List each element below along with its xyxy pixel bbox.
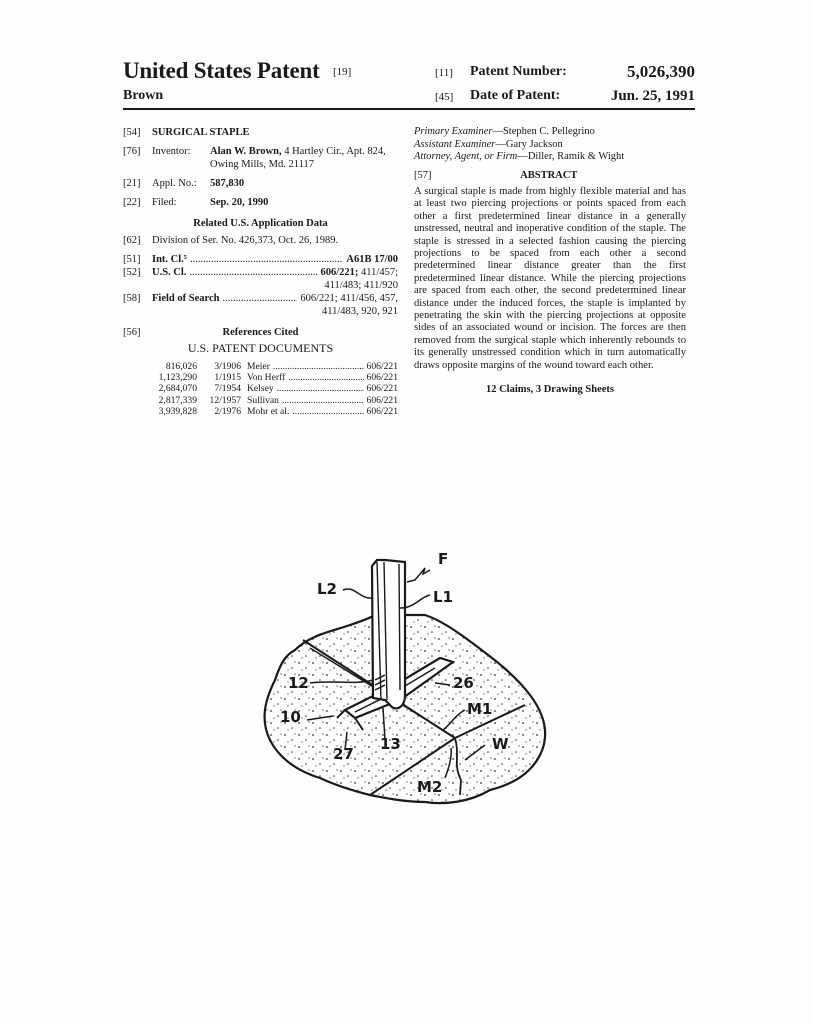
references-heading-row: [123, 326, 398, 339]
field-code: [22]: [123, 197, 141, 208]
title-field: [123, 126, 398, 139]
abstract-code: [57]: [414, 169, 432, 181]
inventor-label: Inventor:: [152, 146, 191, 157]
ref-number: 1,123,290: [158, 372, 197, 384]
label-M2: M2: [417, 778, 443, 796]
inventor-field: [123, 145, 398, 171]
inventor-address: 4 Hartley Cir., Apt. 824, Owing Mills, Md. 21117: [210, 146, 386, 170]
patent-title: United States Patent: [123, 58, 320, 83]
attorney: [414, 151, 686, 164]
assistant-examiner: [414, 139, 686, 152]
ref-name: Von Herff: [247, 372, 286, 384]
bibliographic-column: [123, 126, 398, 417]
us-cl-primary: 606/221;: [320, 267, 359, 278]
filed-label: Filed:: [152, 197, 177, 208]
leader-dots: [273, 361, 364, 372]
label-12: 12: [288, 674, 309, 692]
field-code: [62]: [123, 235, 141, 246]
ref-number: 816,026: [165, 361, 197, 372]
field-code: [21]: [123, 178, 141, 189]
date-of-patent-value: Jun. 25, 1991: [610, 88, 695, 104]
patent-number-code: [11]: [435, 67, 453, 79]
ref-class: 606/221: [366, 394, 398, 406]
ref-class: 606/221: [366, 405, 398, 417]
invention-title: SURGICAL STAPLE: [152, 127, 250, 138]
attorney-value: —Diller, Ramik & Wight: [517, 151, 625, 162]
leader-dots: [288, 372, 363, 383]
reference-row: [149, 383, 398, 394]
label-F: F: [438, 550, 449, 568]
ref-date: 3/1906: [214, 361, 241, 372]
leader-dots: [222, 292, 297, 305]
patent-number-label: Patent Number:: [470, 64, 567, 79]
header-rule: [123, 108, 695, 110]
ref-date: 12/1957: [209, 394, 241, 406]
assistant-examiner-value: —Gary Jackson: [495, 138, 563, 150]
field-code: [54]: [123, 127, 141, 138]
field-of-search-value: 606/221; 411/456, 457,: [300, 293, 398, 304]
us-cl-field: [123, 266, 398, 279]
reference-row: [149, 361, 398, 372]
division-value: Division of Ser. No. 426,373, Oct. 26, 1989.: [152, 235, 339, 246]
us-cl-line2: 411/483; 411/920: [324, 280, 398, 291]
int-cl-label: Int. Cl.⁵: [152, 254, 187, 265]
field-code: [52]: [123, 267, 141, 278]
ref-date: 2/1976: [214, 405, 241, 417]
ref-class: 606/221: [366, 361, 398, 372]
label-L1: L1: [433, 588, 453, 606]
inventor-surname: Brown: [123, 88, 164, 103]
date-of-patent-label: Date of Patent:: [470, 88, 561, 103]
attorney-label: Attorney, Agent, or Firm: [414, 151, 518, 162]
assistant-examiner-label: Assistant Examiner: [414, 138, 496, 150]
patent-drawing: [255, 540, 565, 825]
field-of-search-field: [123, 292, 398, 305]
label-26: 26: [453, 674, 474, 692]
filed-field: [123, 196, 398, 209]
ref-number: 2,684,070: [158, 383, 197, 395]
references-table: [149, 361, 398, 417]
int-cl-value: A61B 17/00: [346, 254, 398, 265]
title-code: [19]: [333, 66, 352, 78]
related-data-heading: Related U.S. Application Data: [193, 218, 328, 229]
us-cl-value: [321, 266, 399, 279]
us-cl-label: U.S. Cl.: [152, 267, 187, 278]
field-of-search-line2: 411/483, 920, 921: [321, 306, 398, 317]
reference-row: [149, 395, 398, 406]
references-heading: References Cited: [222, 327, 299, 338]
appl-no-field: [123, 177, 398, 190]
filed-value: Sep. 20, 1990: [210, 197, 269, 208]
claims-summary: 12 Claims, 3 Drawing Sheets: [485, 384, 615, 395]
ref-class: 606/221: [366, 383, 398, 395]
patent-number-value: 5,026,390: [627, 62, 695, 81]
leader-dots: [292, 406, 363, 417]
field-code: [51]: [123, 254, 141, 265]
appl-no-value: 587,830: [210, 178, 245, 189]
us-patent-documents-heading: U.S. PATENT DOCUMENTS: [187, 341, 334, 355]
date-of-patent-code: [45]: [435, 91, 454, 103]
label-13: 13: [380, 735, 401, 753]
ref-name: Meier: [247, 361, 270, 372]
ref-name: Sullivan: [247, 394, 279, 406]
leader-dots: [190, 253, 343, 266]
abstract-heading: ABSTRACT: [520, 169, 578, 181]
int-cl-field: [123, 253, 398, 266]
field-code: [76]: [123, 146, 141, 157]
label-W: W: [492, 735, 509, 753]
inventor-name: Alan W. Brown,: [210, 146, 282, 157]
reference-row: [149, 406, 398, 417]
primary-examiner: [414, 126, 686, 139]
ref-date: 1/1915: [214, 372, 241, 384]
field-code: [56]: [123, 327, 141, 338]
leader-dots: [282, 395, 364, 406]
field-code: [58]: [123, 293, 141, 304]
label-10: 10: [280, 708, 301, 726]
label-27: 27: [333, 745, 354, 763]
inventor-value: [210, 145, 398, 171]
label-M1: M1: [467, 700, 493, 718]
ref-number: 3,939,828: [158, 405, 197, 417]
ref-class: 606/221: [366, 372, 398, 384]
leader-dots: [189, 266, 317, 279]
primary-examiner-label: Primary Examiner: [414, 126, 493, 137]
ref-date: 7/1954: [214, 383, 241, 395]
field-of-search-label: Field of Search: [152, 293, 220, 304]
division-field: [123, 234, 398, 247]
ref-name: Mohr et al.: [247, 405, 290, 417]
appl-no-label: Appl. No.:: [152, 178, 197, 189]
ref-number: 2,817,339: [158, 394, 197, 406]
label-L2: L2: [317, 580, 337, 598]
leader-dots: [277, 383, 364, 394]
abstract-column: [414, 126, 686, 396]
us-cl-secondary: 411/457;: [361, 267, 398, 278]
abstract-heading-row: [414, 170, 686, 182]
primary-examiner-value: —Stephen C. Pellegrino: [492, 126, 595, 137]
reference-row: [149, 372, 398, 383]
abstract-text: A surgical staple is made from highly flexible material and has at least two piercing projections or points spaced from each other a first predetermined linear distance in a generally unstressed, neutral and inoperative condition of the staple. The staple is stressed in a selected fashion causing the piercing projections to be spaced from each other a second predetermined linear distance greater than the first predetermined linear distance. While the piercing projections are spaced from each other, the second predetermined linear distance under the induced forces, the staple is implanted by penetrating the skin with the piercing projections at opposite sides of an associated wound or incision. The forces are then removed from the surgical staple which inherently rebounds to its generally unstressed condition which in turn automatically draws opposite margins of the wound toward each other.: [414, 185, 686, 371]
ref-name: Kelsey: [247, 383, 274, 395]
